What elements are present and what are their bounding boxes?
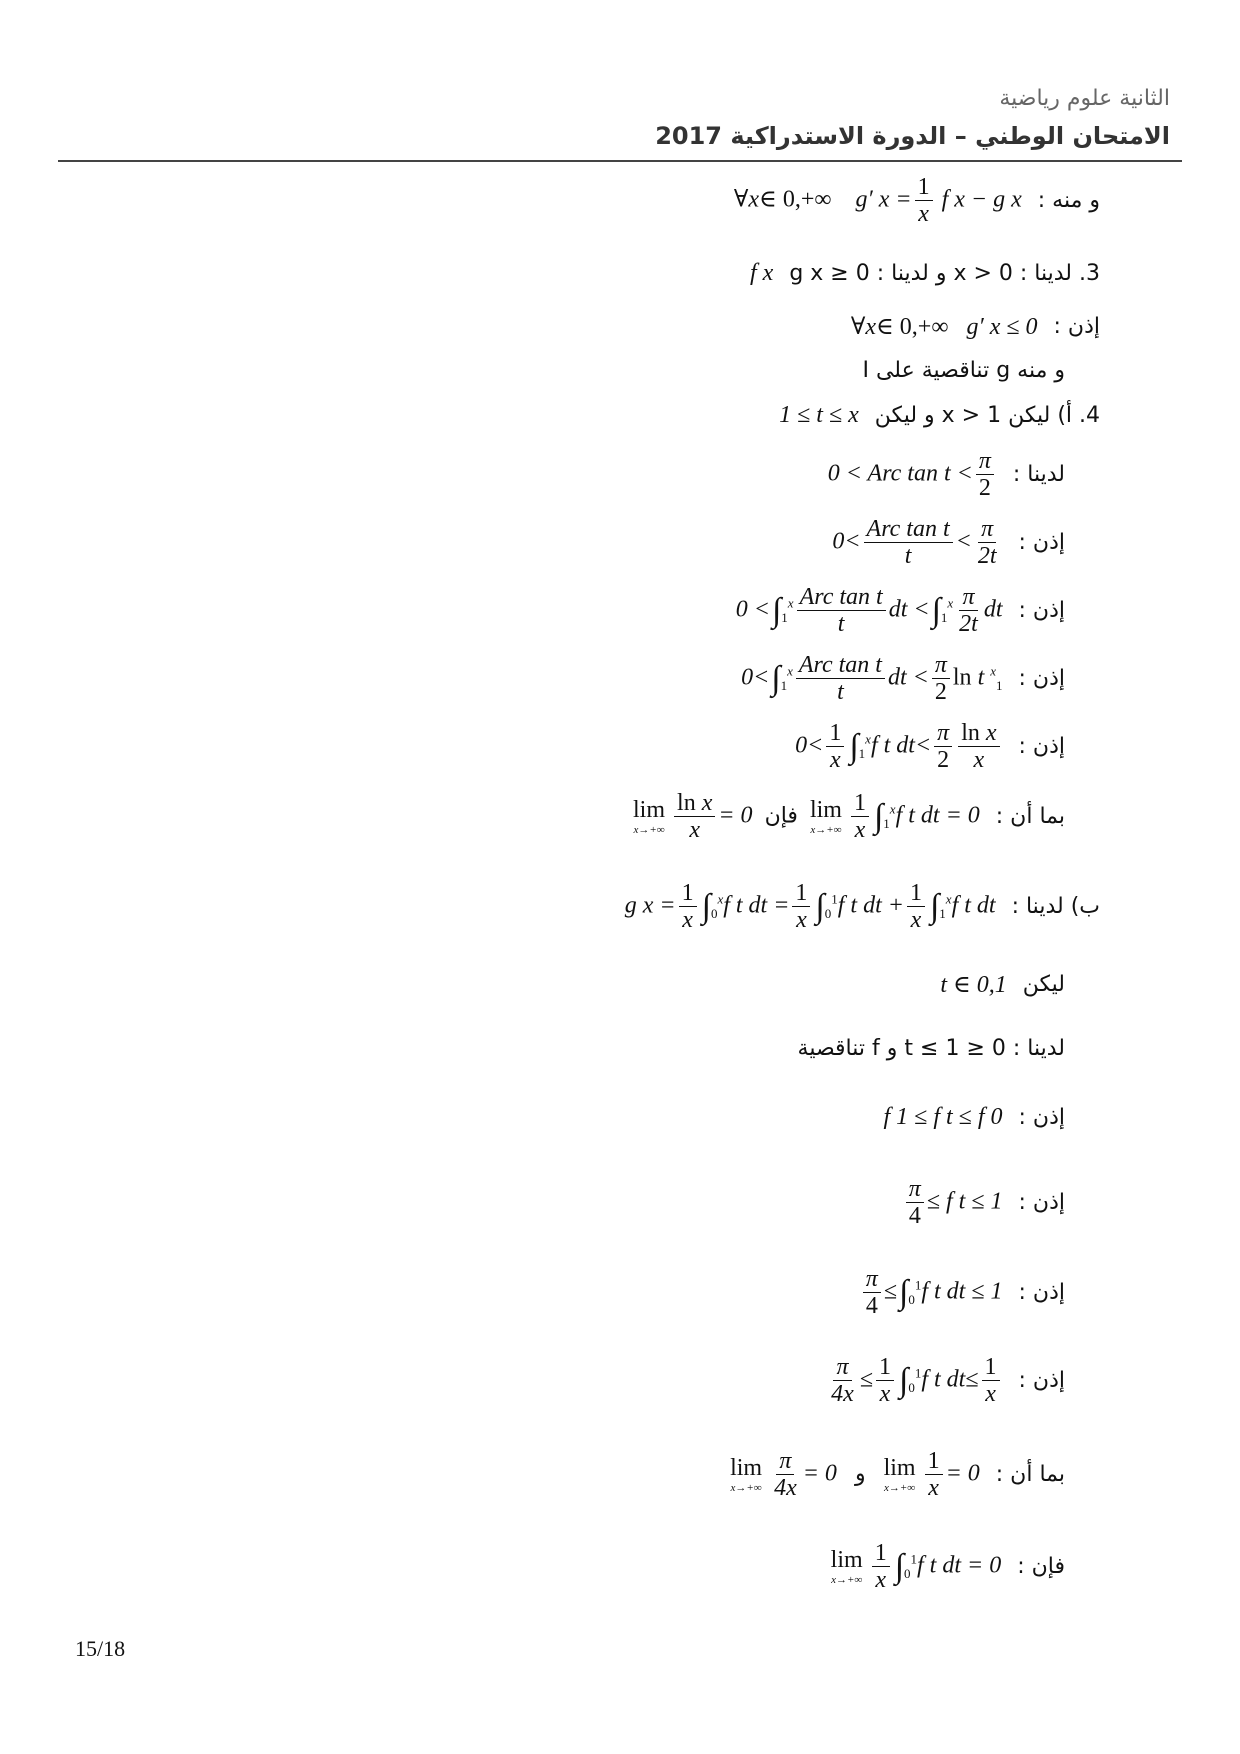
line-label: بما أن : [995,1462,1065,1488]
math-expression: 1 ≤ t ≤ x [779,402,859,428]
derivative-sign-line [851,312,1100,341]
arctan-bound-line [828,448,1065,502]
math-expression: 0< $\frac{\text{Arc tan t}}{t}$ < $\frac{\pi}{2t}$ [832,516,997,570]
line-label: إذن : [1053,314,1100,339]
step-4b-line [625,880,1100,934]
line-label: لدينا : [1012,462,1065,488]
line-label: 4. أ) ليكن x > 1 و ليكن [874,403,1100,428]
limits-zero-line [730,1448,1065,1502]
f-pi-bound-line [903,1176,1065,1230]
header-divider [58,160,1182,162]
line-label: لدينا : 0 ≤ t ≤ 1 و f تناقصية [797,1036,1065,1061]
integral-bound-line [736,584,1065,638]
math-expression: lim x→+∞ $\frac{1}{x}$ $\int_0^1f$ t dt = 0 [830,1540,1002,1594]
line-label: إذن : [1018,598,1065,624]
page-number: 15/18 [75,1636,126,1661]
step-3-line [750,260,1100,287]
final-limit-line [831,1540,1065,1594]
math-expression: lim x→+∞ $\frac{\text{ln x}}{x}$ = 0 فإن lim x→+∞ $\frac{1}{x}$ $\int_1^xf$ t dt = 0 [633,790,980,844]
math-expression: t ∈ 0,1 [940,972,1007,998]
math-expression: $\frac{\pi}{4}$ $\le\int_0^1f$ t dt ≤ 1 [860,1266,1003,1320]
math-expression: f 1 ≤ f t ≤ f 0 [883,1104,1003,1130]
line-label: إذن : [1018,734,1065,760]
header-title: الامتحان الوطني – الدورة الاستدراكية 2017 [655,122,1170,150]
line-label: إذن : [1018,1190,1065,1216]
line-label: فإن : [1017,1554,1065,1580]
math-expression: f x [749,260,774,286]
math-expression: lim x→+∞ $\frac{\pi}{4x}$ = 0 و lim x→+∞ $\frac{1}{x}$ = 0 [730,1448,980,1502]
math-expression: ∀x∈ 0,+∞ g′ x ≤ 0 [850,314,1038,340]
let-t-line [940,970,1065,999]
derivative-line [734,174,1100,228]
line-label: بما أن : [995,804,1065,830]
line-label: ليكن [1022,972,1065,997]
integral-0-1-bound-line [860,1266,1065,1320]
math-expression: ∀x∈ 0,+∞ g′ x = $\frac{1}{x}$ f x − g x [733,174,1022,228]
arctan-over-t-line [832,516,1065,570]
line-label: إذن : [1018,1105,1065,1130]
average-bound-line [795,720,1065,774]
f-bound-line [884,1104,1066,1131]
math-expression: 0< $\frac{1}{x}$ $\int_1^xf$ t dt< $\frac{\pi}{2}$ $\frac{\text{ln x}}{x}$ [795,720,1002,774]
scaled-bound-line [825,1354,1065,1408]
line-label: ب) لدينا : [1011,894,1100,920]
t-range-line [798,1036,1065,1061]
line-label: إذن : [1018,666,1065,692]
math-expression: $0 <\int_1^x$ $\frac{\text{Arc tan t}}{t}$ dt $<\int_1^x$ $\frac{\pi}{2t}$ dt [735,584,1003,638]
header-subtitle: الثانية علوم رياضية [999,86,1170,111]
step-4a-line [779,402,1100,429]
line-label: إذن : [1018,530,1065,556]
line-label: إذن : [1018,1368,1065,1394]
math-expression: $\frac{\pi}{4x}$ ≤ $\frac{1}{x}$ $\int_0^1f$ t dt≤ $\frac{1}{x}$ [825,1354,1002,1408]
integral-log-line [741,652,1065,706]
line-label: إذن : [1018,1280,1065,1306]
limit-line [633,790,1065,844]
decreasing-line [862,358,1065,383]
line-label: و منه : [1037,188,1100,214]
line-label: و منه g تناقصية على I [862,358,1065,383]
math-expression: g x = $\frac{1}{x}$ $\int_0^xf$ t dt = $\frac{1}{x}$ $\int_0^1f$ t dt + $\frac{1}{x}$ $\int_1^xf$ t dt [624,880,996,934]
math-expression: $0<\int_1^x$ $\frac{\text{Arc tan t}}{t}$ dt < $\frac{\pi}{2}$ ln t $^x_1$ [741,652,1003,706]
math-expression: 0 < Arc tan t < $\frac{\pi}{2}$ [828,448,997,502]
math-expression: $\frac{\pi}{4}$ ≤ f t ≤ 1 [903,1176,1003,1230]
line-label: 3. لدينا : x > 0 و لدينا : 0 ≤ g x [789,261,1100,286]
